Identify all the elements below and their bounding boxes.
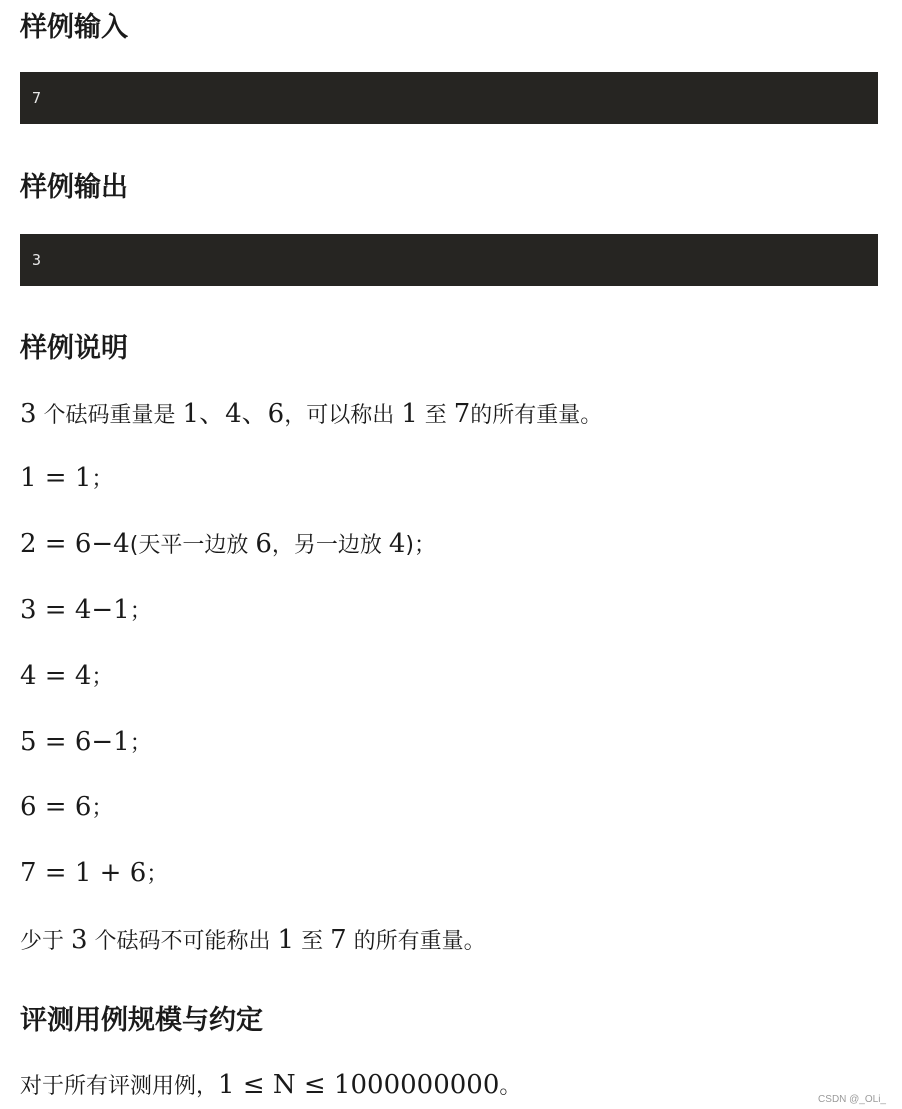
constraints-text — [20, 1070, 521, 1101]
equation-math: 5 = 6−1 — [20, 727, 130, 757]
equation-line-6 — [20, 792, 113, 823]
sample-output-heading: 样例输出 — [20, 172, 128, 203]
explanation-conclusion — [20, 925, 486, 956]
equation-value: 6 — [255, 529, 272, 559]
conclusion-text-1: 少于 — [20, 929, 71, 954]
intro-weights: 1、4、6 — [182, 399, 285, 429]
explanation-heading: 样例说明 — [20, 333, 128, 364]
equation-tail: ； — [91, 796, 114, 821]
intro-min: 1 — [401, 399, 418, 429]
sample-input-code-block — [20, 72, 878, 124]
equation-math: 1 = 1 — [20, 463, 92, 493]
constraints-end: 。 — [499, 1074, 522, 1099]
conclusion-min: 1 — [277, 925, 295, 955]
sample-output-code-block — [20, 234, 878, 286]
constraints-heading: 评测用例规模与约定 — [20, 1005, 263, 1036]
constraints-range: 1 ≤ N ≤ 1000000000 — [218, 1070, 500, 1100]
equation-math: 7 = 1 + 6 — [20, 858, 147, 888]
conclusion-text-4: 的所有重量。 — [346, 929, 486, 954]
equation-tail: ； — [91, 467, 114, 492]
conclusion-text-2: 个砝码不可能称出 — [87, 929, 278, 954]
sample-input-code: 7 — [32, 89, 42, 107]
equation-line-5 — [20, 727, 152, 758]
intro-max: 7 — [453, 399, 471, 429]
equation-tail-3: )； — [405, 533, 436, 558]
equation-line-2 — [20, 529, 436, 560]
conclusion-count: 3 — [71, 925, 88, 955]
equation-line-7 — [20, 858, 168, 889]
equation-tail: ； — [129, 731, 152, 756]
intro-text-1: 个砝码重量是 — [36, 403, 183, 428]
equation-math: 3 = 4−1 — [20, 595, 130, 625]
csdn-watermark: CSDN @_OLi_ — [818, 1094, 886, 1105]
equation-tail: ； — [91, 665, 114, 690]
conclusion-max: 7 — [330, 925, 347, 955]
equation-tail: ； — [146, 862, 169, 887]
equation-math: 6 = 6 — [20, 792, 92, 822]
equation-line-4 — [20, 661, 113, 692]
sample-input-heading: 样例输入 — [20, 12, 128, 43]
intro-text-3: 至 — [417, 403, 454, 428]
equation-line-3 — [20, 595, 152, 626]
sample-output-code: 3 — [32, 251, 42, 269]
equation-math: 4 = 4 — [20, 661, 92, 691]
constraints-lead: 对于所有评测用例， — [20, 1074, 219, 1099]
equation-math: 2 = 6−4 — [20, 529, 130, 559]
equation-line-1 — [20, 463, 113, 494]
explanation-intro — [20, 399, 602, 430]
equation-tail: (天平一边放 — [129, 533, 256, 558]
conclusion-text-3: 至 — [294, 929, 331, 954]
intro-count: 3 — [20, 399, 37, 429]
equation-value-2: 4 — [388, 529, 406, 559]
intro-text-4: 的所有重量。 — [470, 403, 603, 428]
equation-tail: ； — [129, 599, 152, 624]
equation-tail-2: ，另一边放 — [271, 533, 389, 558]
intro-text-2: ，可以称出 — [284, 403, 402, 428]
